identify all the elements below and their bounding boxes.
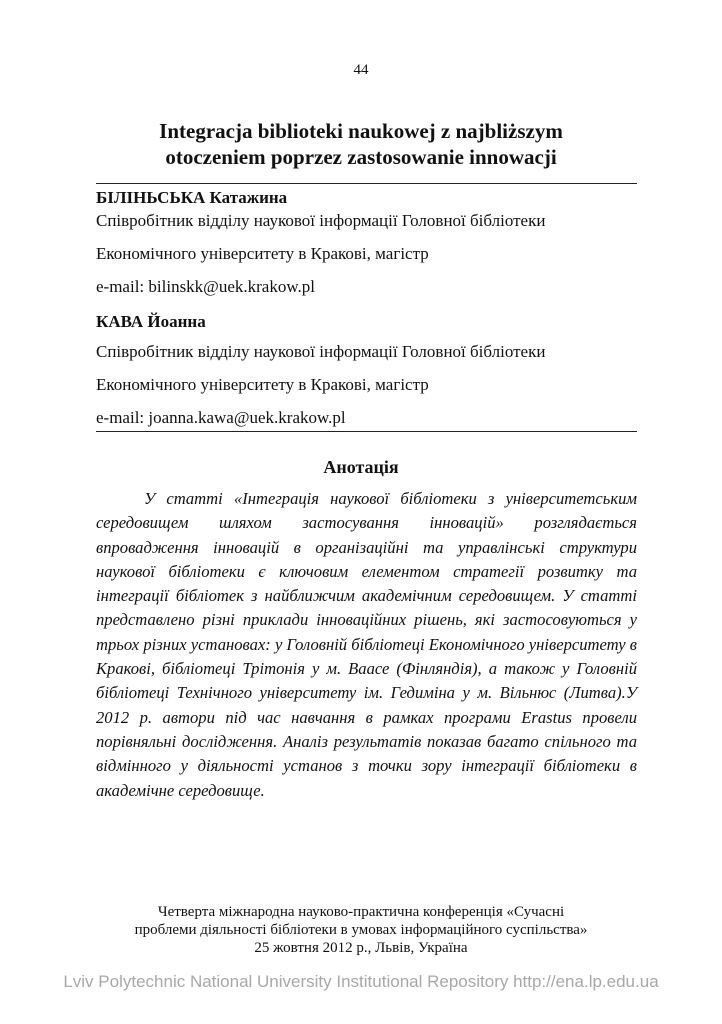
footer-line-1: Четверта міжнародна науково-практична конференція «Сучасні [157,904,565,920]
title-line-2: otoczeniem poprzez zastosowanie innowacji [165,145,557,169]
footer-line-2: проблеми діяльності бібліотеки в умовах інформаційного суспільства» [134,922,588,938]
author-2-email: e-mail: joanna.kawa@uek.krakow.pl [96,408,346,427]
top-divider [96,183,637,184]
author-2-position-line-1: Співробітник відділу наукової інформації Головної бібліотеки [96,342,546,361]
author-2-name: КАВА Йоанна [96,312,206,331]
footer-line-3: 25 жовтня 2012 р., Львів, Україна [254,940,468,956]
page-number: 44 [353,62,369,78]
author-1-position-line-2: Економічного університету в Кракові, магістр [96,244,429,263]
repository-watermark: Lviv Polytechnic National University Institutional Repository http://ena.lp.edu.ua [63,972,659,991]
title-line-1: Integracja biblioteki naukowej z najbliższym [159,119,563,143]
abstract-heading: Анотація [323,457,399,477]
author-2-position-line-2: Економічного університету в Кракові, магістр [96,375,429,394]
author-1-email: e-mail: bilinskk@uek.krakow.pl [96,277,315,296]
bottom-divider [96,431,637,432]
author-1-position-line-1: Співробітник відділу наукової інформації Головної бібліотеки [96,211,546,230]
conference-footer [60,903,662,957]
author-1-name: БІЛІНЬСЬКА Катажина [96,188,288,207]
abstract-text: У статті «Інтеграція наукової бібліотеки з університетським середовищем шляхом застосування інновацій» розглядається впровадження інновацій в організаційні та управлінські структури наукової бібліотеки є ключовим елементом стратегії розвитку та інтеграції бібліотек з найближчим академічним середовищем. У статті представлено різні приклади інноваційних рішень, які застосовуються у трьох різних установах: у Головній бібліотеці Економічного університету в Кракові, бібліотеці Трітонія у м. Ваасе (Фінляндія), а також у Головній бібліотеці Технічного університету ім. Гедиміна у м. Вільнюс (Литва).У 2012 р. автори під час навчання в рамках програми Erastus провели порівняльні дослідження. Аналіз результатів показав багато спільного та відмінного у діяльності установ з точки зору інтеграції бібліотеки в академічне середовище. [96,489,637,800]
article-title [60,118,662,170]
